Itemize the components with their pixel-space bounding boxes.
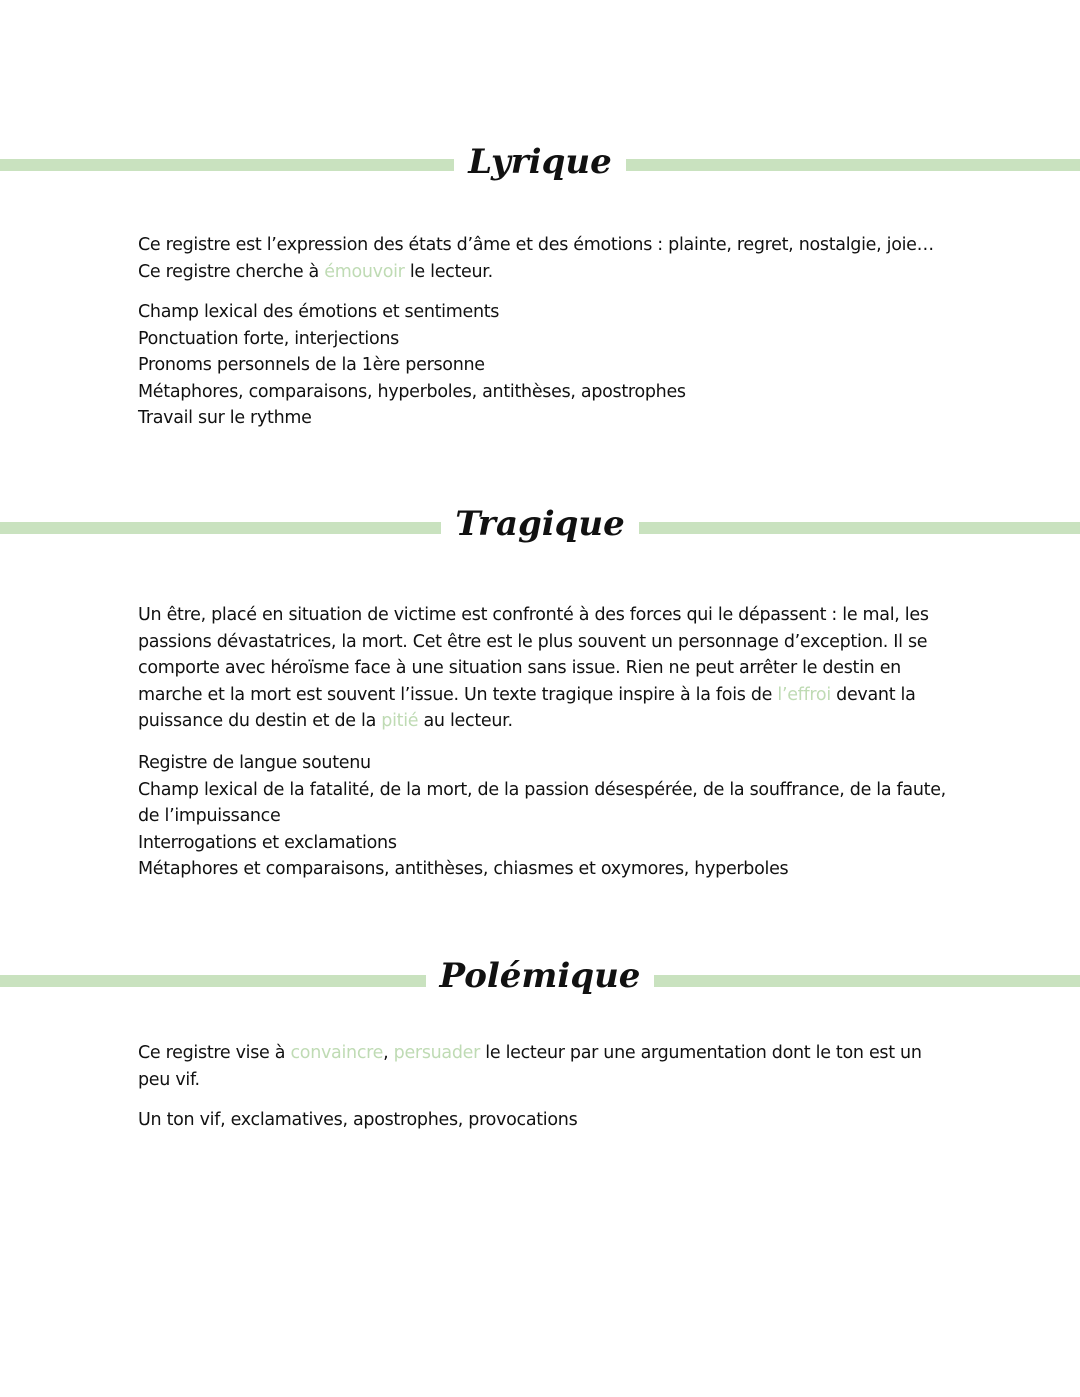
list-item: Pronoms personnels de la 1ère personne xyxy=(138,355,485,375)
list-item: Ponctuation forte, interjections xyxy=(138,328,399,349)
highlighted-term: persuader xyxy=(393,1043,481,1063)
feature-list xyxy=(138,299,948,432)
intro-text: Un être, placé en situation de victime est confronté à des forces qui le dépassent : le mal, les passions dévastatrices, la mort. Cet être est le plus souvent un personnage d’exception. Il se comporte avec héroïsme face à une situation sans issue. Rien ne peut arrêter le destin en marche et la mort est souvent l’issue. Un texte tragique inspire à la fois de xyxy=(138,605,929,705)
section-intro xyxy=(138,232,948,285)
feature-list xyxy=(138,750,948,883)
intro-text: devant la puissance du destin et de la xyxy=(138,684,916,731)
section-title xyxy=(0,504,1080,544)
list-item: Un ton vif, exclamatives, apostrophes, provocations xyxy=(138,1110,578,1130)
highlighted-term: émouvoir xyxy=(324,261,405,282)
list-item: Champ lexical de la fatalité, de la mort, de la passion désespérée, de la souffrance, de la faute, de l’impuissance xyxy=(138,779,946,826)
list-item: Travail sur le rythme xyxy=(138,408,312,428)
intro-text: le lecteur. xyxy=(404,261,493,282)
list-item: Champ lexical des émotions et sentiments xyxy=(138,302,500,322)
intro-text: Ce registre est l’expression des états d’âme et des émotions : plainte, regret, nostalgie, joie… Ce registre cherche à xyxy=(138,235,934,282)
intro-text: au lecteur. xyxy=(418,711,513,731)
list-item: Métaphores, comparaisons, hyperboles, antithèses, apostrophes xyxy=(138,381,686,402)
list-item: Interrogations et exclamations xyxy=(138,832,397,853)
list-item: Registre de langue soutenu xyxy=(138,753,371,773)
intro-text: , xyxy=(383,1043,394,1063)
section-title-text: Tragique xyxy=(441,504,639,544)
section-intro xyxy=(138,602,948,735)
intro-text: le lecteur par une argumentation dont le ton est un peu vif. xyxy=(138,1043,922,1090)
section-title xyxy=(0,142,1080,182)
list-item: Métaphores et comparaisons, antithèses, chiasmes et oxymores, hyperboles xyxy=(138,859,789,879)
highlighted-term: convaincre xyxy=(290,1043,384,1063)
feature-list xyxy=(138,1107,948,1134)
section-title-text: Lyrique xyxy=(454,142,625,182)
section-title xyxy=(0,956,1080,996)
section-intro xyxy=(138,1040,948,1093)
intro-text: Ce registre vise à xyxy=(138,1043,291,1063)
section-title-text: Polémique xyxy=(426,956,655,996)
highlighted-term: pitié xyxy=(381,711,419,731)
highlighted-term: l’effroi xyxy=(777,684,831,705)
